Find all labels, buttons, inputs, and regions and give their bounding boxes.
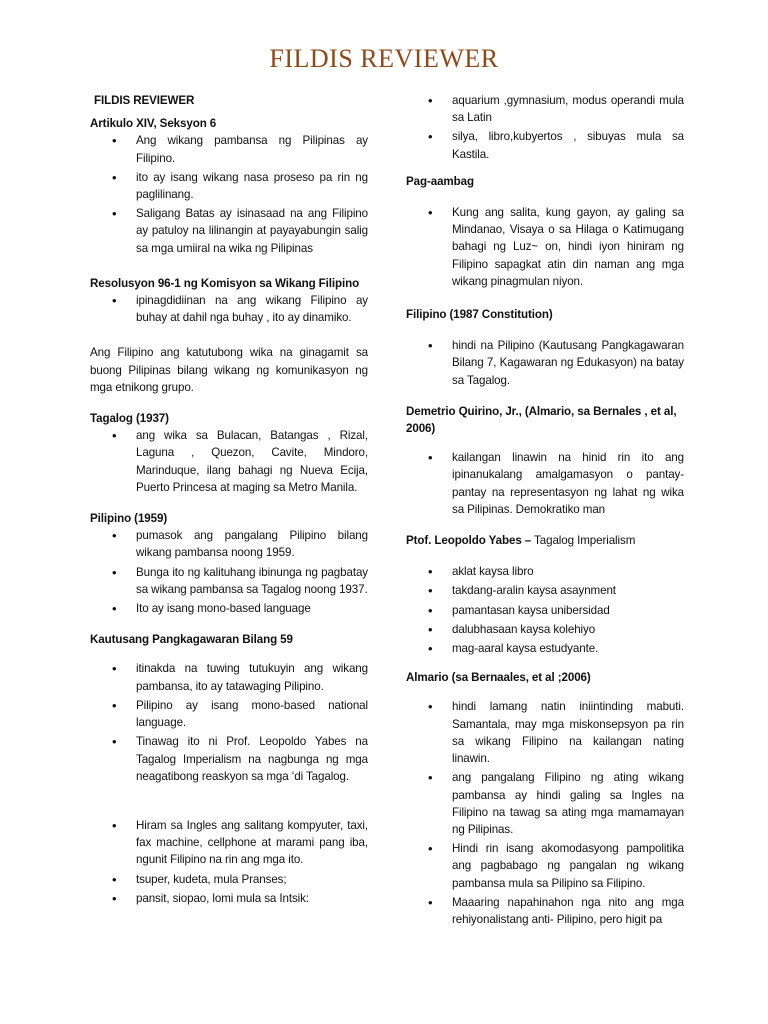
list-loanwords xyxy=(406,92,684,163)
subtitle: FILDIS REVIEWER xyxy=(94,94,195,107)
list-item: • Ang wikang pambansa ng Pilipinas ay Filipino. xyxy=(90,132,368,166)
list-yabes xyxy=(406,563,684,657)
list-item: • Bunga ito ng kalituhang ibinunga ng pagbatay sa wikang pambansa sa Tagalog noong 1937. xyxy=(90,564,368,598)
list-item: • Ito ay isang mono-based language xyxy=(90,600,368,617)
list-item: • dalubhasaan kaysa kolehiyo xyxy=(406,621,684,638)
heading-yabes xyxy=(406,532,684,549)
list-item: • takdang-aralin kaysa asaynment xyxy=(406,582,684,599)
list-item: • Saligang Batas ay isinasaad na ang Filipino ay patuloy na lilinangin at payayabungin salig sa mga umiiral na wika ng Pilipinas xyxy=(90,205,368,257)
heading-filipino-1987: Filipino (1987 Constitution) xyxy=(406,308,553,322)
list-item: • Tinawag ito ni Prof. Leopoldo Yabes na Tagalog Imperialism na nagbunga ng mga neagatibong reaskyon sa mga ‘di Tagalog. xyxy=(90,733,368,785)
heading-pag-aambag: Pag-aambag xyxy=(406,174,474,188)
heading-quirino: Demetrio Quirino, Jr., (Almario, sa Bernales , et al, 2006) xyxy=(406,404,677,436)
list-item: • hindi na Pilipino (Kautusang Pangkagawaran Bilang 7, Kagawaran ng Edukasyon) na batay sa Tagalog. xyxy=(406,337,684,389)
list-item: • pansit, siopao, lomi mula sa Intsik: xyxy=(90,890,368,907)
list-item: • kailangan linawin na hinid rin ito ang ipinanukalang amalgamasyon o pantay-pantay na representasyon ng lahat ng wika sa Pilipinas. Demokratiko man xyxy=(406,449,684,518)
list-tagalog xyxy=(90,427,368,496)
list-item: • Maaaring napahinahon nga nito ang mga rehiyonalistang anti- Pilipino, pero higit pa xyxy=(406,894,684,928)
list-pag-aambag xyxy=(406,204,684,290)
list-item: • silya, libro,kubyertos , sibuyas mula sa Kastila. xyxy=(406,128,684,162)
list-filipino-1987 xyxy=(406,337,684,389)
list-resolusyon xyxy=(90,292,368,326)
heading-yabes-rest: Tagalog Imperialism xyxy=(531,534,636,548)
left-column xyxy=(90,92,368,909)
list-item: • ito ay isang wikang nasa proseso pa rin ng paglilinang. xyxy=(90,169,368,203)
list-item: • itinakda na tuwing tutukuyin ang wikang pambansa, ito ay tatawaging Pilipino. xyxy=(90,660,368,694)
list-pilipino-1959 xyxy=(90,527,368,617)
list-item: • Hindi rin isang akomodasyong pampolitika ang pagbabago ng pangalan ng wikang pambansa mula sa Pilipino sa Filipino. xyxy=(406,840,684,892)
list-item: • tsuper, kudeta, mula Pranses; xyxy=(90,871,368,888)
heading-pilipino-1959: Pilipino (1959) xyxy=(90,512,168,526)
list-almario xyxy=(406,698,684,928)
heading-yabes-name: Ptof. Leopoldo Yabes – xyxy=(406,534,532,548)
heading-resolusyon: Resolusyon 96-1 ng Komisyon sa Wikang Filipino xyxy=(90,276,360,290)
heading-artikulo: Artikulo XIV, Seksyon 6 xyxy=(90,117,217,131)
list-item: • ang pangalang Filipino ng ating wikang pambansa ay hindi galing sa Ingles na Filipino na tawag sa ating mga mamamayan ng Pilipinas. xyxy=(406,769,684,838)
list-quirino xyxy=(406,449,684,518)
list-item: • pamantasan kaysa unibersidad xyxy=(406,602,684,619)
heading-kautusang: Kautusang Pangkagawaran Bilang 59 xyxy=(90,633,293,647)
list-item: • aklat kaysa libro xyxy=(406,563,684,580)
list-item: • Kung ang salita, kung gayon, ay galing sa Mindanao, Visaya o sa Hilaga o Katimugang bahagi ng Luz~ on, hindi iyon hiniram ng Filipino sapagkat atin din naman ang mga wikang pinagmulan niyon. xyxy=(406,204,684,290)
list-item: • ang wika sa Bulacan, Batangas , Rizal, Laguna , Quezon, Cavite, Mindoro, Marinduque, ilang bahagi ng Nueva Ecija, Puerto Princesa at maging sa Metro Manila. xyxy=(90,427,368,496)
list-artikulo xyxy=(90,132,368,256)
list-item: • aquarium ,gymnasium, modus operandi mula sa Latin xyxy=(406,92,684,126)
heading-tagalog: Tagalog (1937) xyxy=(90,412,169,426)
list-item: • pumasok ang pangalang Pilipino bilang wikang pambansa noong 1959. xyxy=(90,527,368,561)
heading-almario: Almario (sa Bernaales, et al ;2006) xyxy=(406,671,591,685)
list-item: • mag-aaral kaysa estudyante. xyxy=(406,640,684,657)
list-item: • ipinagdidiinan na ang wikang Filipino ay buhay at dahil nga buhay , ito ay dinamiko. xyxy=(90,292,368,326)
document-title: FILDIS REVIEWER xyxy=(269,44,499,73)
list-hiram xyxy=(90,817,368,907)
list-item: • Hiram sa Ingles ang salitang kompyuter, taxi, fax machine, cellphone at marami pang iba, ngunit Filipino na rin ang mga ito. xyxy=(90,817,368,869)
list-item: • hindi lamang natin iniintinding mabuti. Samantala, may mga miskonsepsyon pa rin sa wikang Filipino na kailangan nating linawin. xyxy=(406,698,684,767)
list-item: • Pilipino ay isang mono-based national language. xyxy=(90,697,368,731)
list-kautusang xyxy=(90,660,368,784)
paragraph: Ang Filipino ang katutubong wika na ginagamit sa buong Pilipinas bilang wikang ng komunikasyon ng mga etnikong grupo. xyxy=(90,346,368,394)
right-column xyxy=(406,92,684,930)
